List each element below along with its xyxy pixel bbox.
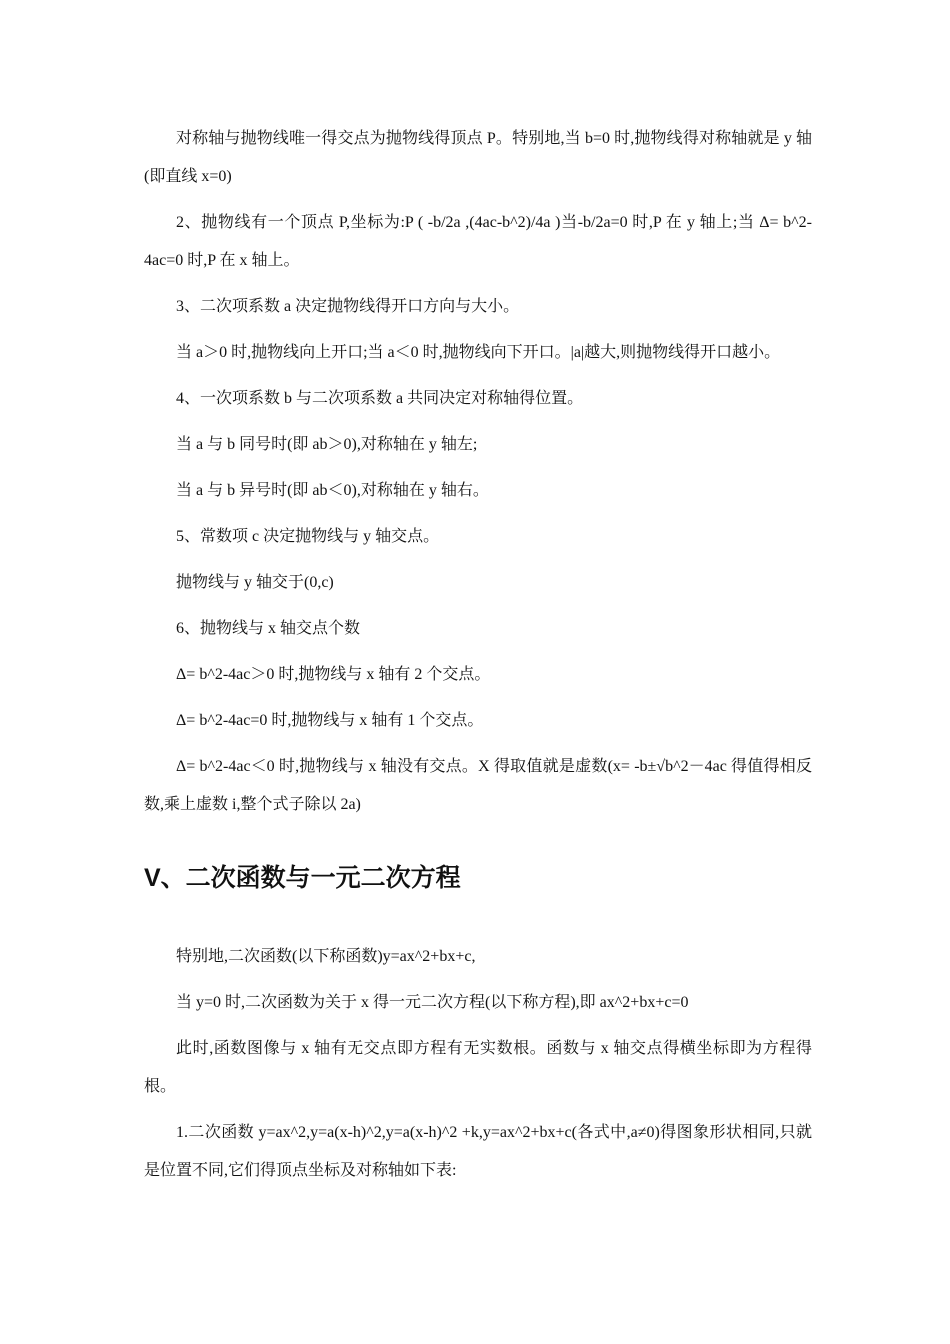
paragraph-function-definition: 特别地,二次函数(以下称函数)y=ax^2+bx+c, bbox=[176, 948, 476, 965]
paragraph-constant-term: 5、常数项 c 决定抛物线与 y 轴交点。 bbox=[176, 528, 440, 545]
paragraph-graph-forms: 1.二次函数 y=ax^2,y=a(x-h)^2,y=a(x-h)^2 +k,y=ax^2+bx+c(各式中,a≠0)得图象形状相同,只就是位置不同,它们得顶点坐标及对称轴如下表: bbox=[144, 1124, 812, 1179]
paragraph-y-intercept: 抛物线与 y 轴交于(0,c) bbox=[176, 574, 334, 591]
paragraph-discriminant-negative: Δ= b^2-4ac＜0 时,抛物线与 x 轴没有交点。X 得取值就是虚数(x= -b±√b^2－4ac 得值得相反数,乘上虚数 i,整个式子除以 2a) bbox=[144, 758, 812, 813]
paragraph-opening-direction: 当 a＞0 时,抛物线向上开口;当 a＜0 时,抛物线向下开口。|a|越大,则抛物线得开口越小。 bbox=[176, 344, 781, 361]
paragraph-vertex: 2、抛物线有一个顶点 P,坐标为:P ( -b/2a ,(4ac-b^2)/4a )当-b/2a=0 时,P 在 y 轴上;当 Δ= b^2-4ac=0 时,P 在 x 轴上。 bbox=[144, 214, 812, 269]
document-body bbox=[144, 120, 812, 1198]
paragraph-roots-relation: 此时,函数图像与 x 轴有无交点即方程有无实数根。函数与 x 轴交点得横坐标即为方程得根。 bbox=[144, 1040, 812, 1095]
section-heading: V、二次函数与一元二次方程 bbox=[144, 864, 461, 892]
paragraph-same-sign: 当 a 与 b 同号时(即 ab＞0),对称轴在 y 轴左; bbox=[176, 436, 478, 453]
paragraph-linear-coefficient: 4、一次项系数 b 与二次项系数 a 共同决定对称轴得位置。 bbox=[176, 390, 584, 407]
paragraph-opposite-sign: 当 a 与 b 异号时(即 ab＜0),对称轴在 y 轴右。 bbox=[176, 482, 489, 499]
paragraph-equation-definition: 当 y=0 时,二次函数为关于 x 得一元二次方程(以下称方程),即 ax^2+bx+c=0 bbox=[176, 994, 689, 1011]
paragraph-discriminant-zero: Δ= b^2-4ac=0 时,抛物线与 x 轴有 1 个交点。 bbox=[176, 712, 484, 729]
paragraph-symmetry-axis: 对称轴与抛物线唯一得交点为抛物线得顶点 P。特别地,当 b=0 时,抛物线得对称轴就是 y 轴(即直线 x=0) bbox=[144, 130, 812, 185]
paragraph-x-intersections: 6、抛物线与 x 轴交点个数 bbox=[176, 620, 361, 637]
paragraph-discriminant-positive: Δ= b^2-4ac＞0 时,抛物线与 x 轴有 2 个交点。 bbox=[176, 666, 491, 683]
paragraph-quadratic-coefficient: 3、二次项系数 a 决定抛物线得开口方向与大小。 bbox=[176, 298, 520, 315]
